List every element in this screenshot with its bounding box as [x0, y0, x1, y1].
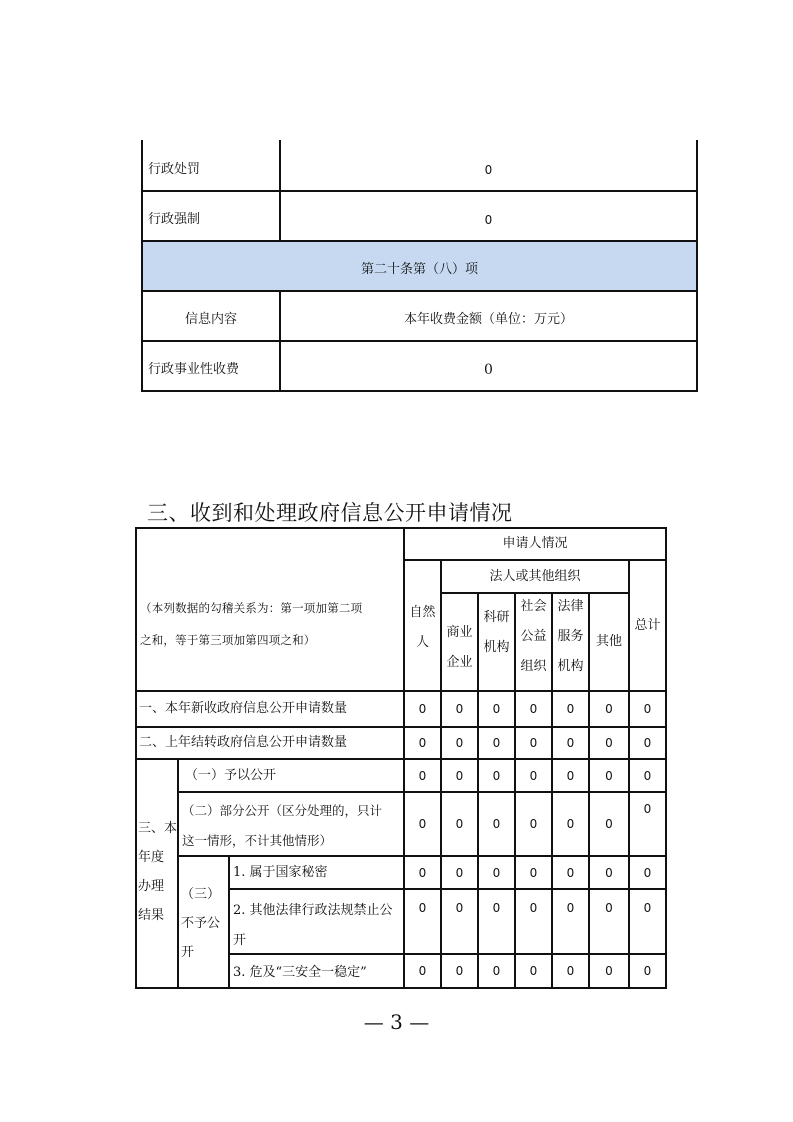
value-cell: 0 [566, 736, 575, 750]
label-line: 这一情形，不计其他情形） [182, 833, 333, 848]
value-cell: 0 [492, 768, 501, 783]
info-content-header: 信息内容 [184, 312, 237, 327]
col-line: 组织 [520, 659, 547, 674]
subgroup-label-not-disclosed [181, 880, 228, 967]
value-cell: 0 [605, 865, 613, 880]
reconciliation-note [140, 592, 402, 656]
value-cell: 0 [566, 817, 575, 831]
value-cell: 0 [605, 736, 613, 750]
col-line: 法律 [557, 599, 584, 614]
row-label-prohibited-by-law [233, 896, 403, 956]
value-cell: 0 [605, 900, 613, 915]
value-cell: 0 [418, 736, 427, 750]
value-cell: 0 [529, 768, 538, 783]
value-cell: 0 [529, 736, 538, 750]
subgroup-line: 开 [181, 945, 195, 960]
column-header-legal-service [553, 588, 588, 682]
value-cell: 0 [418, 964, 427, 978]
value-cell: 0 [529, 865, 538, 880]
row-line [141, 240, 698, 242]
column-header-research [479, 603, 514, 663]
col-line: 机构 [483, 640, 510, 655]
group-line: 三、本 [138, 821, 178, 836]
border-bottom [135, 987, 667, 989]
col-line: 商业 [446, 625, 473, 640]
subgroup-line: （三） [181, 887, 221, 902]
value-cell: 0 [605, 768, 613, 783]
section-header: 第二十条第（八）项 [360, 262, 478, 277]
value-cell: 0 [643, 702, 652, 716]
value-cell: 0 [643, 900, 652, 915]
value-cell: 0 [455, 900, 464, 915]
value-cell: 0 [492, 900, 501, 915]
value-cell: 0 [492, 865, 501, 880]
natural-person-header [405, 598, 440, 658]
border-right [696, 140, 698, 392]
subgroup-line: 不予公 [181, 916, 221, 931]
value-cell: 0 [418, 817, 427, 831]
value-cell: 0 [566, 702, 575, 716]
value-cell: 0 [455, 702, 464, 716]
col-line: 服务 [557, 629, 584, 644]
row-line [141, 340, 698, 342]
row-label-carried-over: 二、上年结转政府信息公开申请数量 [139, 735, 348, 750]
value-cell: 0 [605, 817, 613, 831]
value-cell: 0 [605, 964, 613, 978]
legal-entity-header: 法人或其他组织 [489, 568, 581, 584]
value-cell: 0 [566, 964, 575, 978]
value-cell: 0 [566, 865, 575, 880]
group-label-annual-results [138, 814, 178, 930]
value-cell: 0 [455, 964, 464, 978]
group-line: 结果 [138, 908, 165, 923]
row-line [141, 390, 698, 392]
col-line: 科研 [483, 610, 510, 625]
value-cell: 0 [643, 964, 652, 978]
col-line: 社会 [520, 599, 547, 614]
value-cell: 0 [566, 768, 575, 783]
value-cell: 0 [643, 865, 652, 880]
value-cell: 0 [492, 964, 501, 978]
value-cell: 0 [529, 817, 538, 831]
row-label: 行政强制 [148, 212, 201, 227]
row-label-state-secret: 1. 属于国家秘密 [233, 864, 328, 880]
group-line: 年度 [138, 850, 165, 865]
value-cell: 0 [529, 702, 538, 716]
value-cell: 0 [455, 865, 464, 880]
natural-person-line-2: 人 [415, 635, 429, 650]
value-cell: 0 [492, 736, 501, 750]
applicant-header: 申请人情况 [502, 536, 568, 551]
column-header-other: 其他 [595, 634, 622, 649]
row-label: 行政处罚 [148, 162, 201, 177]
col-line: 公益 [520, 629, 547, 644]
value-cell: 0 [643, 802, 652, 816]
fee-amount-header: 本年收费金额（单位：万元） [403, 312, 573, 327]
row-value: 0 [484, 163, 493, 177]
col-line: 机构 [557, 659, 584, 674]
row-label-disclosed: （一）予以公开 [185, 767, 277, 783]
value-cell: 0 [492, 702, 501, 716]
section-title: 三、收到和处理政府信息公开申请情况 [147, 501, 513, 525]
row-label-new-requests: 一、本年新收政府信息公开申请数量 [139, 701, 348, 716]
value-cell: 0 [643, 768, 652, 783]
label-line: （二）部分公开（区分处理的，只计 [182, 803, 383, 818]
label-line: 开 [233, 933, 247, 948]
value-cell: 0 [529, 900, 538, 915]
value-cell: 0 [418, 768, 427, 783]
column-header-social-welfare [516, 588, 551, 682]
row-line [141, 190, 698, 192]
column-header-total: 总计 [634, 617, 661, 633]
page-number: — 3 — [363, 1010, 430, 1034]
group-line: 办理 [138, 879, 165, 894]
row-label-three-security: 3. 危及“三安全一稳定” [233, 965, 367, 980]
row-label-partial-disclosure [182, 796, 404, 856]
value-cell: 0 [455, 768, 464, 783]
label-line: 2. 其他法律行政法规禁止公 [233, 903, 393, 918]
col-line: 企业 [446, 655, 473, 670]
note-line-2: 之和，等于第三项加第四项之和） [140, 633, 316, 647]
fee-row-value: 0 [484, 362, 493, 378]
value-cell: 0 [455, 817, 464, 831]
value-cell: 0 [492, 817, 501, 831]
value-cell: 0 [529, 964, 538, 978]
value-cell: 0 [418, 702, 427, 716]
fee-row-label: 行政事业性收费 [148, 362, 240, 377]
value-cell: 0 [418, 900, 427, 915]
value-cell: 0 [566, 900, 575, 915]
natural-person-line-1: 自然 [409, 605, 436, 620]
note-line-1: （本列数据的勾稽关系为：第一项加第二项 [140, 601, 363, 615]
value-cell: 0 [418, 865, 427, 880]
value-cell: 0 [605, 702, 613, 716]
row-value: 0 [484, 213, 493, 227]
value-cell: 0 [643, 736, 652, 750]
value-cell: 0 [455, 736, 464, 750]
row-line [141, 290, 698, 292]
column-header-commercial [442, 618, 477, 678]
